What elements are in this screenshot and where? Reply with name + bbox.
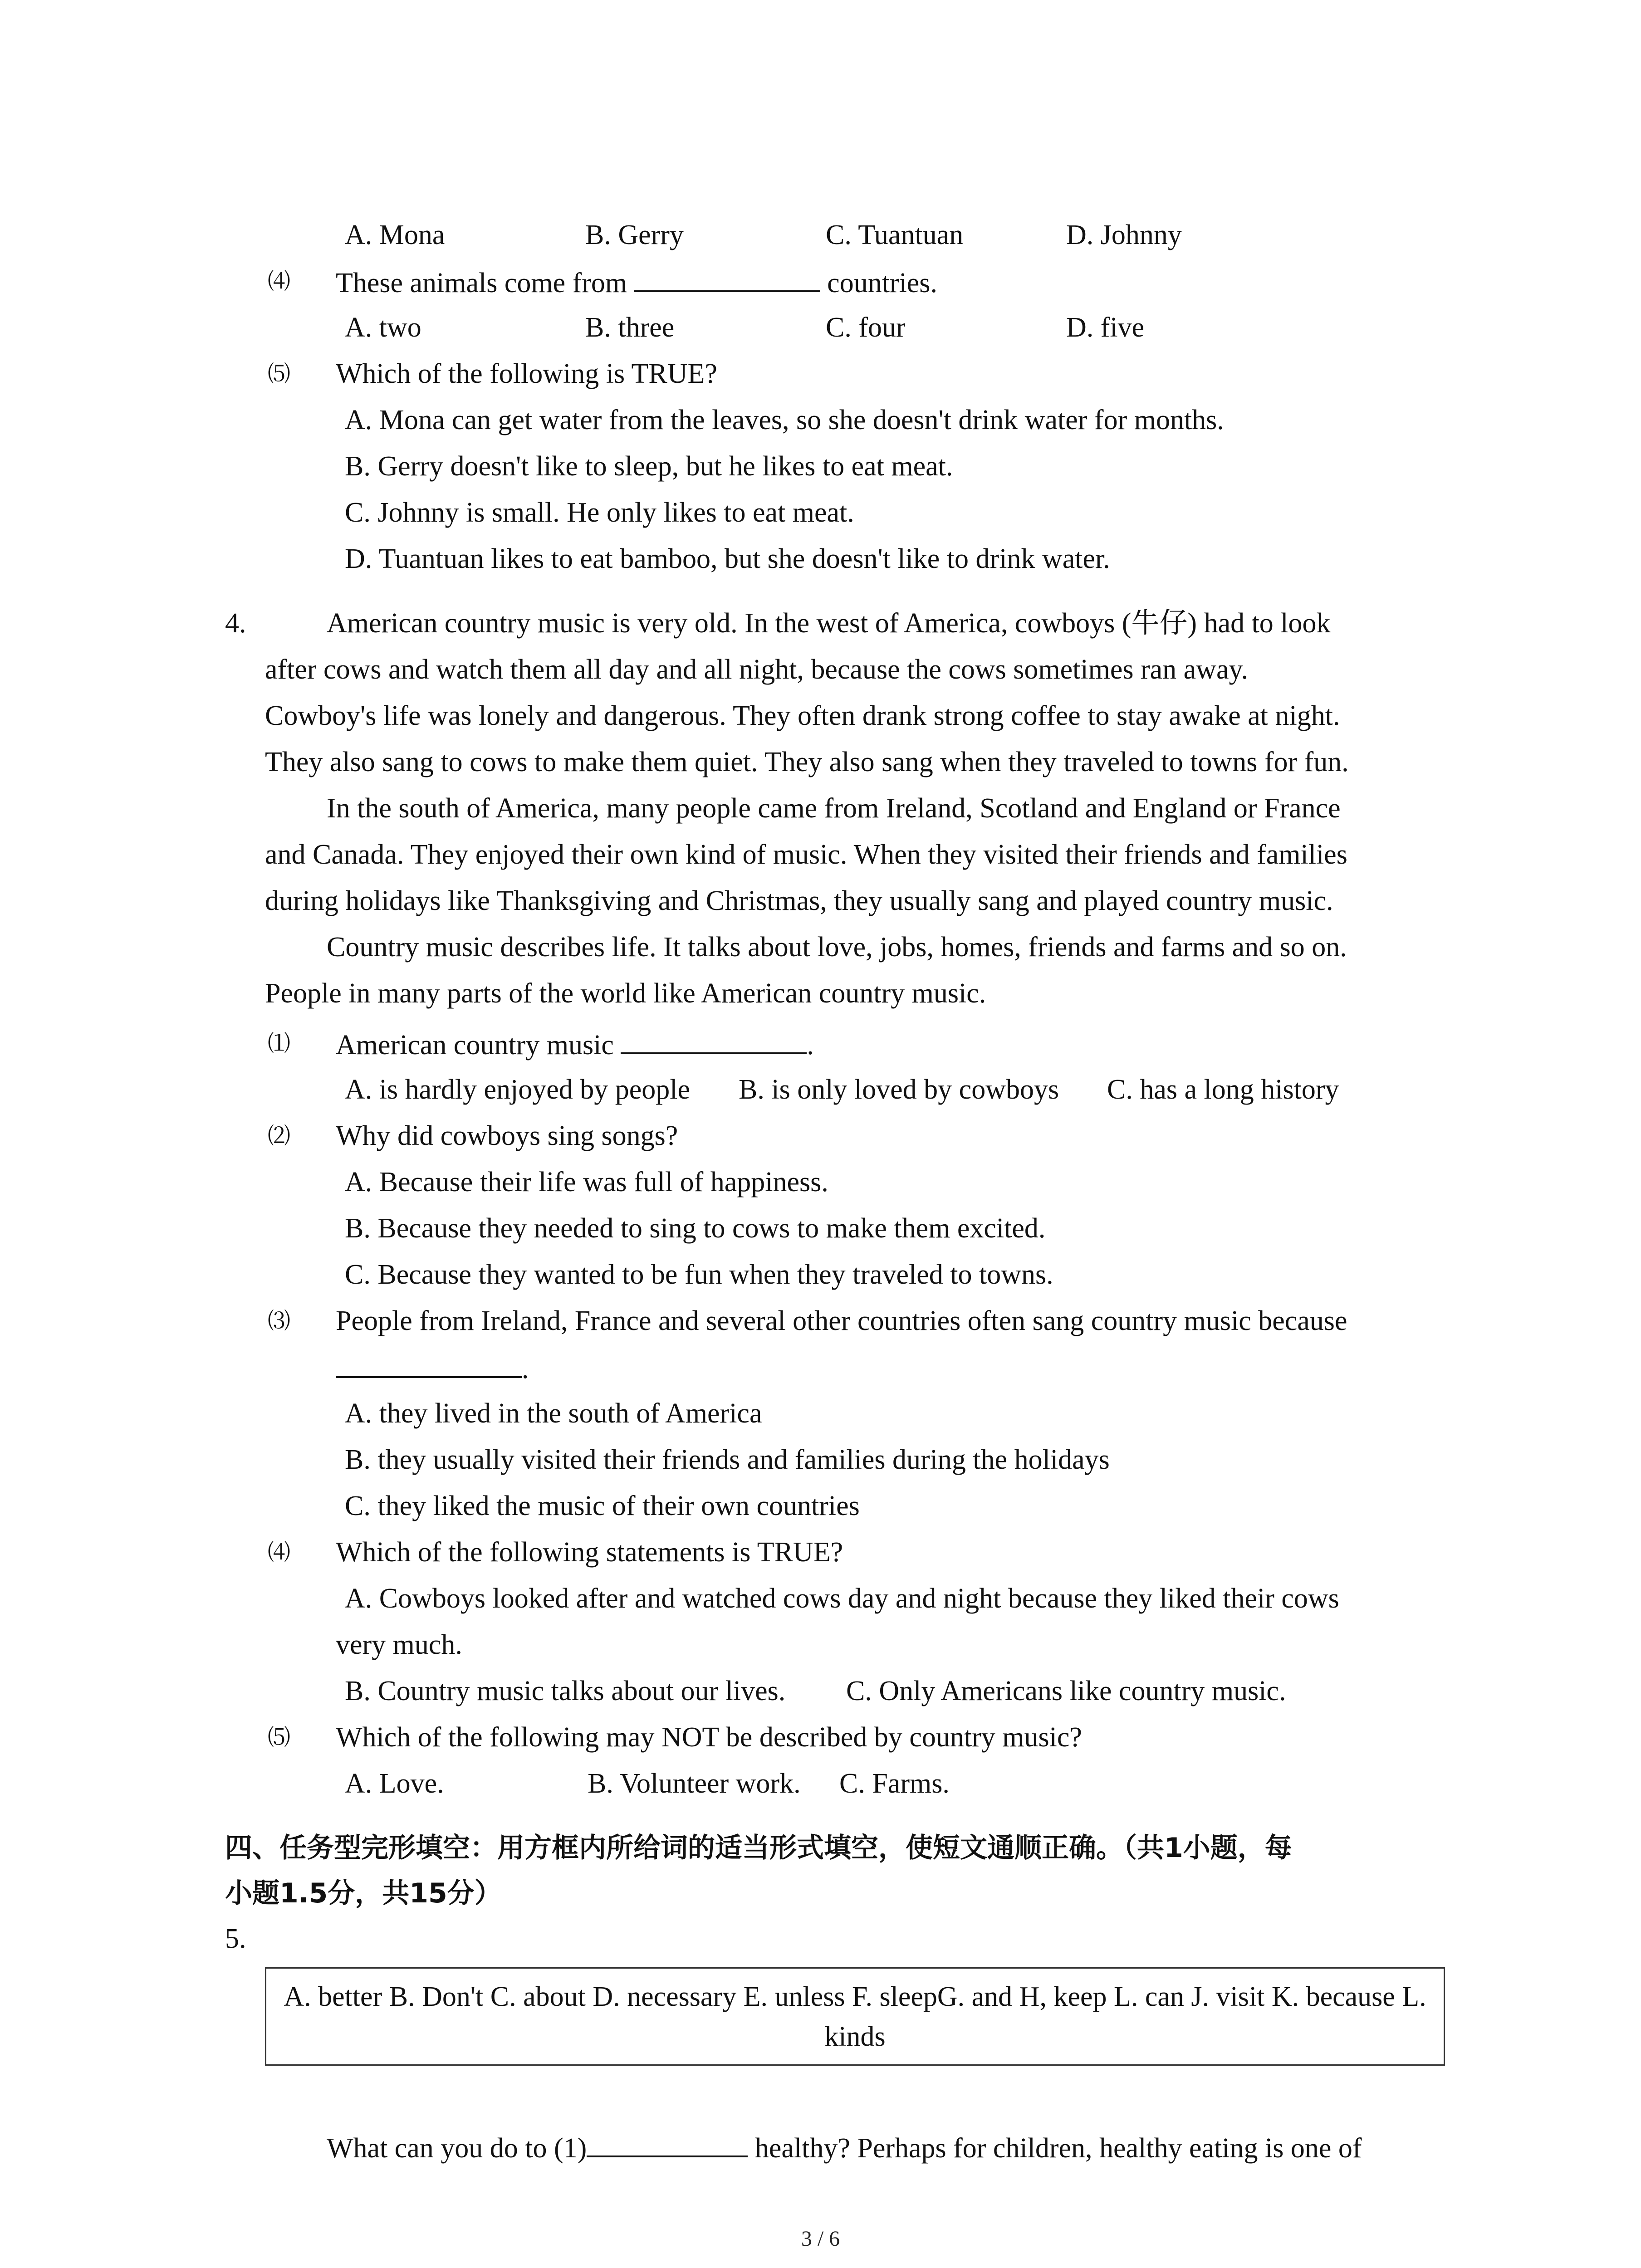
q3-5-stem: Which of the following is TRUE?	[336, 358, 717, 389]
q4-5-option-a: A. Love.	[345, 1768, 444, 1799]
q4-number: 4.	[225, 608, 246, 639]
q4-5-number: ⑸	[268, 1724, 290, 1750]
q4-4-option-b: B. Country music talks about our lives.	[345, 1676, 786, 1706]
q4-5-option-c: C. Farms.	[839, 1768, 950, 1799]
q3-4-stem-before: These animals come from	[336, 268, 627, 298]
q5-passage-after: healthy? Perhaps for children, healthy eating is one of	[754, 2133, 1362, 2164]
q5-blank-1	[587, 2129, 748, 2157]
q4-passage-line-4: They also sang to cows to make them quiet. They also sang when they traveled to towns for fun.	[265, 747, 1349, 777]
q3-5-option-c: C. Johnny is small. He only likes to eat meat.	[345, 497, 854, 528]
word-box	[265, 1967, 1445, 2066]
q4-2-option-b: B. Because they needed to sing to cows to make them excited.	[345, 1213, 1046, 1244]
q4-passage-line-9: People in many parts of the world like American country music.	[265, 978, 986, 1009]
q3-5-option-d: D. Tuantuan likes to eat bamboo, but she doesn't like to drink water.	[345, 543, 1110, 574]
q3-4-option-b: B. three	[585, 312, 675, 343]
q3-5-option-b: B. Gerry doesn't like to sleep, but he likes to eat meat.	[345, 451, 953, 482]
q4-3-blank-line	[336, 1350, 529, 1386]
q3-4-blank	[634, 264, 820, 292]
q5-passage-before: What can you do to (1)	[327, 2133, 587, 2164]
q3-4-stem	[336, 264, 937, 300]
q4-2-option-c: C. Because they wanted to be fun when they traveled to towns.	[345, 1259, 1053, 1290]
q4-1-stem-after: .	[807, 1030, 814, 1061]
q4-3-option-a: A. they lived in the south of America	[345, 1398, 762, 1429]
q3-4-option-a: A. two	[345, 312, 421, 343]
q3-5-option-a: A. Mona can get water from the leaves, so she doesn't drink water for months.	[345, 405, 1224, 435]
q4-passage-line-1: American country music is very old. In the west of America, cowboys (牛仔) had to look	[327, 608, 1331, 639]
section-4-heading-line-2: 小题1.5分，共15分）	[225, 1877, 502, 1909]
q4-passage-line-3: Cowboy's life was lonely and dangerous. They often drank strong coffee to stay awake at night.	[265, 700, 1340, 731]
q4-1-option-b: B. is only loved by cowboys	[739, 1074, 1059, 1105]
q4-1-option-c: C. has a long history	[1107, 1074, 1339, 1105]
q4-3-blank	[336, 1350, 522, 1378]
q4-3-option-c: C. they liked the music of their own countries	[345, 1491, 860, 1521]
q4-2-number: ⑵	[268, 1123, 290, 1149]
q4-passage-line-6: and Canada. They enjoyed their own kind of music. When they visited their friends and families	[265, 839, 1347, 870]
q3-4-number: ⑷	[268, 268, 290, 294]
q4-1-stem-before: American country music	[336, 1030, 614, 1061]
q4-4-stem: Which of the following statements is TRUE?	[336, 1537, 843, 1568]
q3-3-option-a: A. Mona	[345, 220, 445, 250]
q4-4-number: ⑷	[268, 1539, 290, 1565]
q3-3-option-c: C. Tuantuan	[826, 220, 964, 250]
q4-passage-line-7: during holidays like Thanksgiving and Christmas, they usually sang and played country music.	[265, 885, 1333, 916]
q4-4-option-c: C. Only Americans like country music.	[846, 1676, 1286, 1706]
q4-passage-line-2: after cows and watch them all day and all night, because the cows sometimes ran away.	[265, 654, 1248, 685]
q3-4-option-d: D. five	[1066, 312, 1145, 343]
q4-3-number: ⑶	[268, 1308, 290, 1334]
section-4-heading-line-1: 四、任务型完形填空：用方框内所给词的适当形式填空，使短文通顺正确。（共1小题，每	[225, 1832, 1292, 1864]
q4-4-option-a-cont: very much.	[336, 1629, 462, 1660]
q4-1-option-a: A. is hardly enjoyed by people	[345, 1074, 691, 1105]
q4-passage-line-5: In the south of America, many people came from Ireland, Scotland and England or France	[327, 793, 1341, 824]
q4-1-number: ⑴	[268, 1030, 290, 1056]
q4-passage-line-8: Country music describes life. It talks about love, jobs, homes, friends and farms and so on.	[327, 932, 1347, 963]
q3-3-option-b: B. Gerry	[585, 220, 684, 250]
q3-4-stem-after: countries.	[827, 268, 937, 298]
q4-4-option-a: A. Cowboys looked after and watched cows day and night because they liked their cows	[345, 1583, 1339, 1614]
q4-5-stem: Which of the following may NOT be described by country music?	[336, 1722, 1082, 1753]
page-number: 3 / 6	[801, 2227, 840, 2251]
q4-1-stem	[336, 1026, 814, 1062]
word-box-text: A. better B. Don't C. about D. necessary E. unless F. sleepG. and H, keep L. can J. visit K. because L. kinds	[284, 1981, 1426, 2052]
q4-2-option-a: A. Because their life was full of happiness.	[345, 1167, 828, 1198]
q3-3-option-d: D. Johnny	[1066, 220, 1182, 250]
q3-5-number: ⑸	[268, 361, 290, 387]
q4-1-blank	[621, 1026, 807, 1054]
q3-4-option-c: C. four	[826, 312, 906, 343]
q4-5-option-b: B. Volunteer work.	[588, 1768, 801, 1799]
q5-passage-line-1	[327, 2129, 1362, 2165]
q4-3-stem: People from Ireland, France and several other countries often sang country music because	[336, 1305, 1347, 1336]
q5-number: 5.	[225, 1923, 246, 1954]
q4-2-stem: Why did cowboys sing songs?	[336, 1120, 678, 1151]
q4-3-stem-after: .	[522, 1354, 529, 1384]
q4-3-option-b: B. they usually visited their friends and families during the holidays	[345, 1444, 1110, 1475]
